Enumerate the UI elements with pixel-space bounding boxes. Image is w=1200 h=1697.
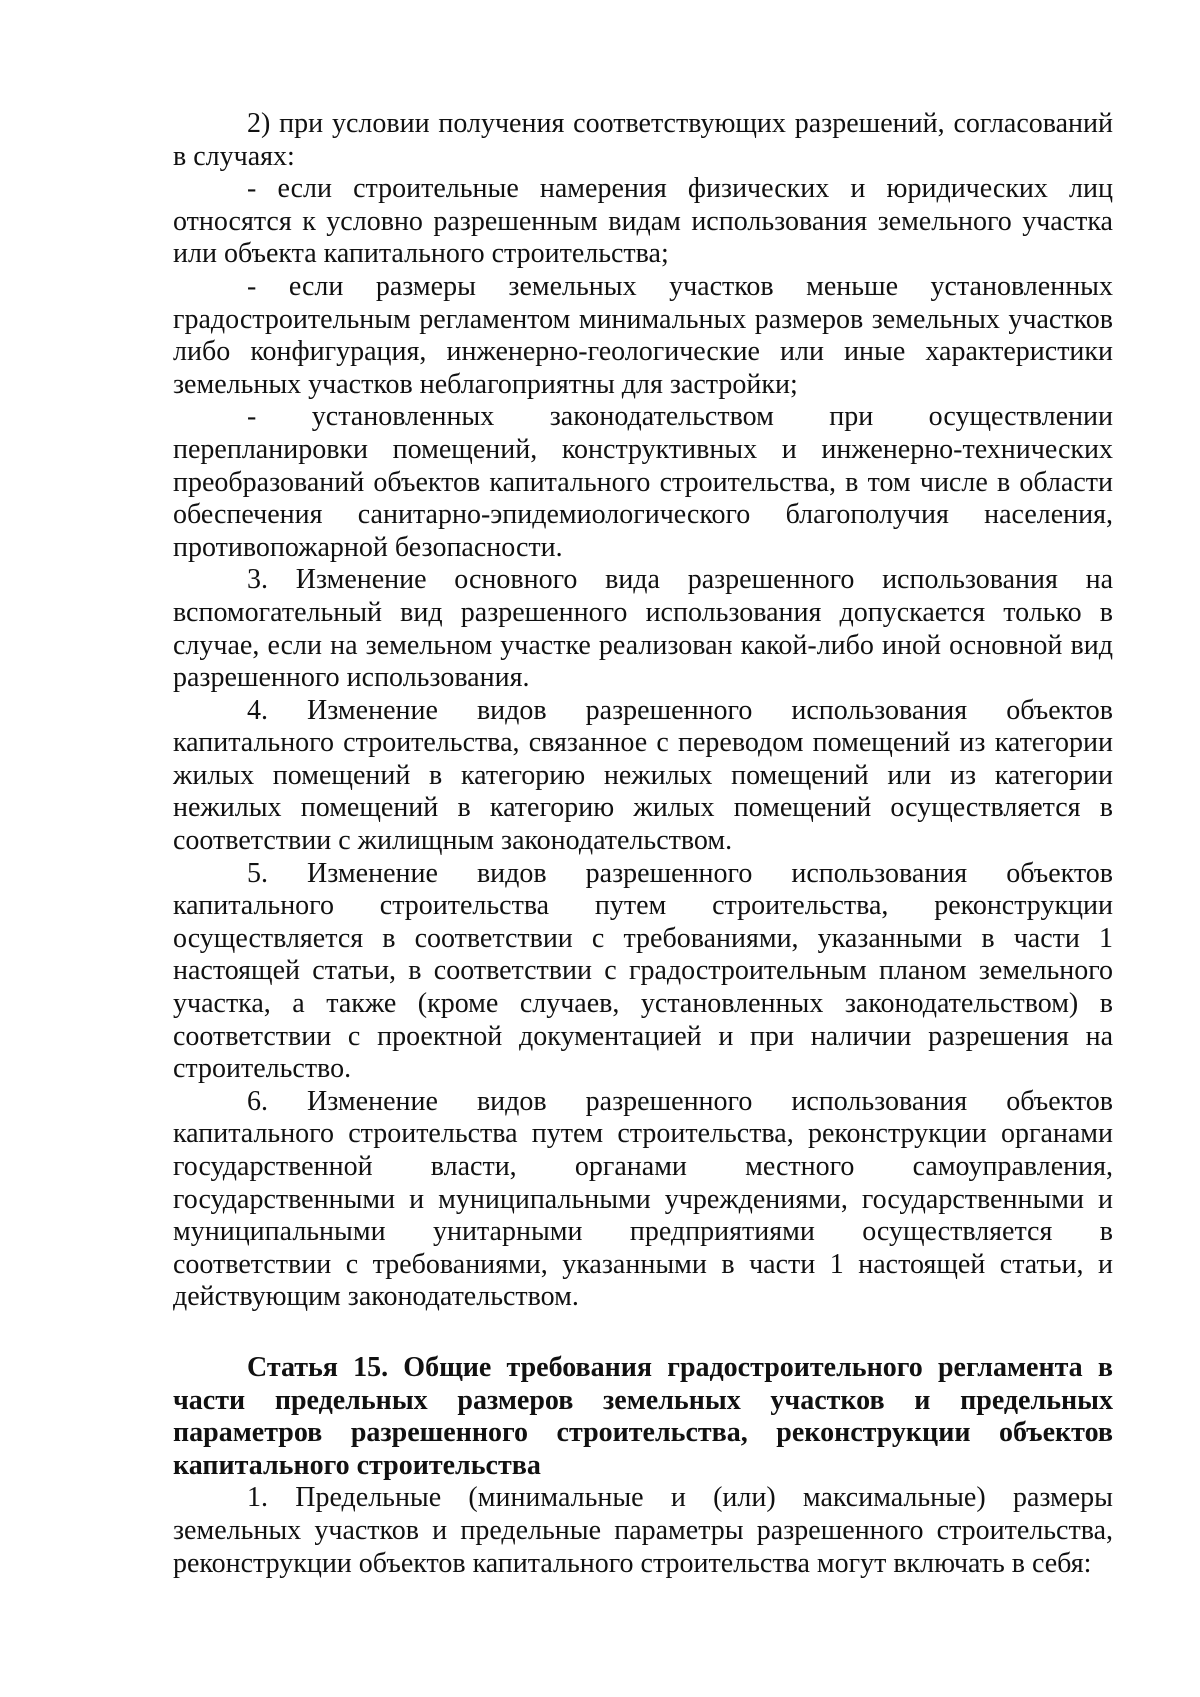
paragraph-item-4: 4. Изменение видов разрешенного использования объектов капитального строительства, связанное с переводом помещений из категории жилых помещений в категорию нежилых помещений или из категории нежилых помещений в категорию жилых помещений осуществляется в соответствии с жилищным законодательством. [173, 694, 1113, 857]
paragraph-plot-size: - если размеры земельных участков меньше установленных градостроительным регламентом минимальных размеров земельных участков либо конфигурация, инженерно-геологические или иные характеристики земельных участков неблагоприятны для застройки; [173, 270, 1113, 400]
paragraph-article15-item-1: 1. Предельные (минимальные и (или) максимальные) размеры земельных участков и предельные параметры разрешенного строительства, реконструкции объектов капитального строительства могут включать в себя: [173, 1482, 1113, 1579]
section-spacer [173, 1314, 1113, 1352]
document-page [173, 108, 1113, 1580]
paragraph-conditional-use: - если строительные намерения физических и юридических лиц относятся к условно разрешенным видам использования земельного участка или объекта капитального строительства; [173, 173, 1113, 270]
paragraph-replanning: - установленных законодательством при осуществлении перепланировки помещений, конструктивных и инженерно-технических преобразований объектов капитального строительства, в том числе в области обеспечения санитарно-эпидемиологического благополучия населения, противопожарной безопасности. [173, 401, 1113, 563]
paragraph-item-5: 5. Изменение видов разрешенного использования объектов капитального строительства путем строительства, реконструкции осуществляется в соответствии с требованиями, указанными в части 1 настоящей статьи, в соответствии с градостроительным планом земельного участка, а также (кроме случаев, установленных законодательством) в соответствии с проектной документацией и при наличии разрешения на строительство. [173, 857, 1113, 1085]
paragraph-item-6: 6. Изменение видов разрешенного использования объектов капитального строительства путем строительства, реконструкции органами государственной власти, органами местного самоуправления, государственными и муниципальными учреждениями, государственными и муниципальными унитарными предприятиями осуществляется в соответствии с требованиями, указанными в части 1 настоящей статьи, и действующим законодательством. [173, 1085, 1113, 1313]
article-heading: Статья 15. Общие требования градостроительного регламента в части предельных размеров земельных участков и предельных параметров разрешенного строительства, реконструкции объектов капитального строительства [173, 1351, 1113, 1481]
paragraph-permits-conditions: 2) при условии получения соответствующих разрешений, согласований в случаях: [173, 108, 1113, 172]
paragraph-item-3: 3. Изменение основного вида разрешенного использования на вспомогательный вид разрешенного использования допускается только в случае, если на земельном участке реализован какой-либо иной основной вид разрешенного использования. [173, 564, 1113, 694]
